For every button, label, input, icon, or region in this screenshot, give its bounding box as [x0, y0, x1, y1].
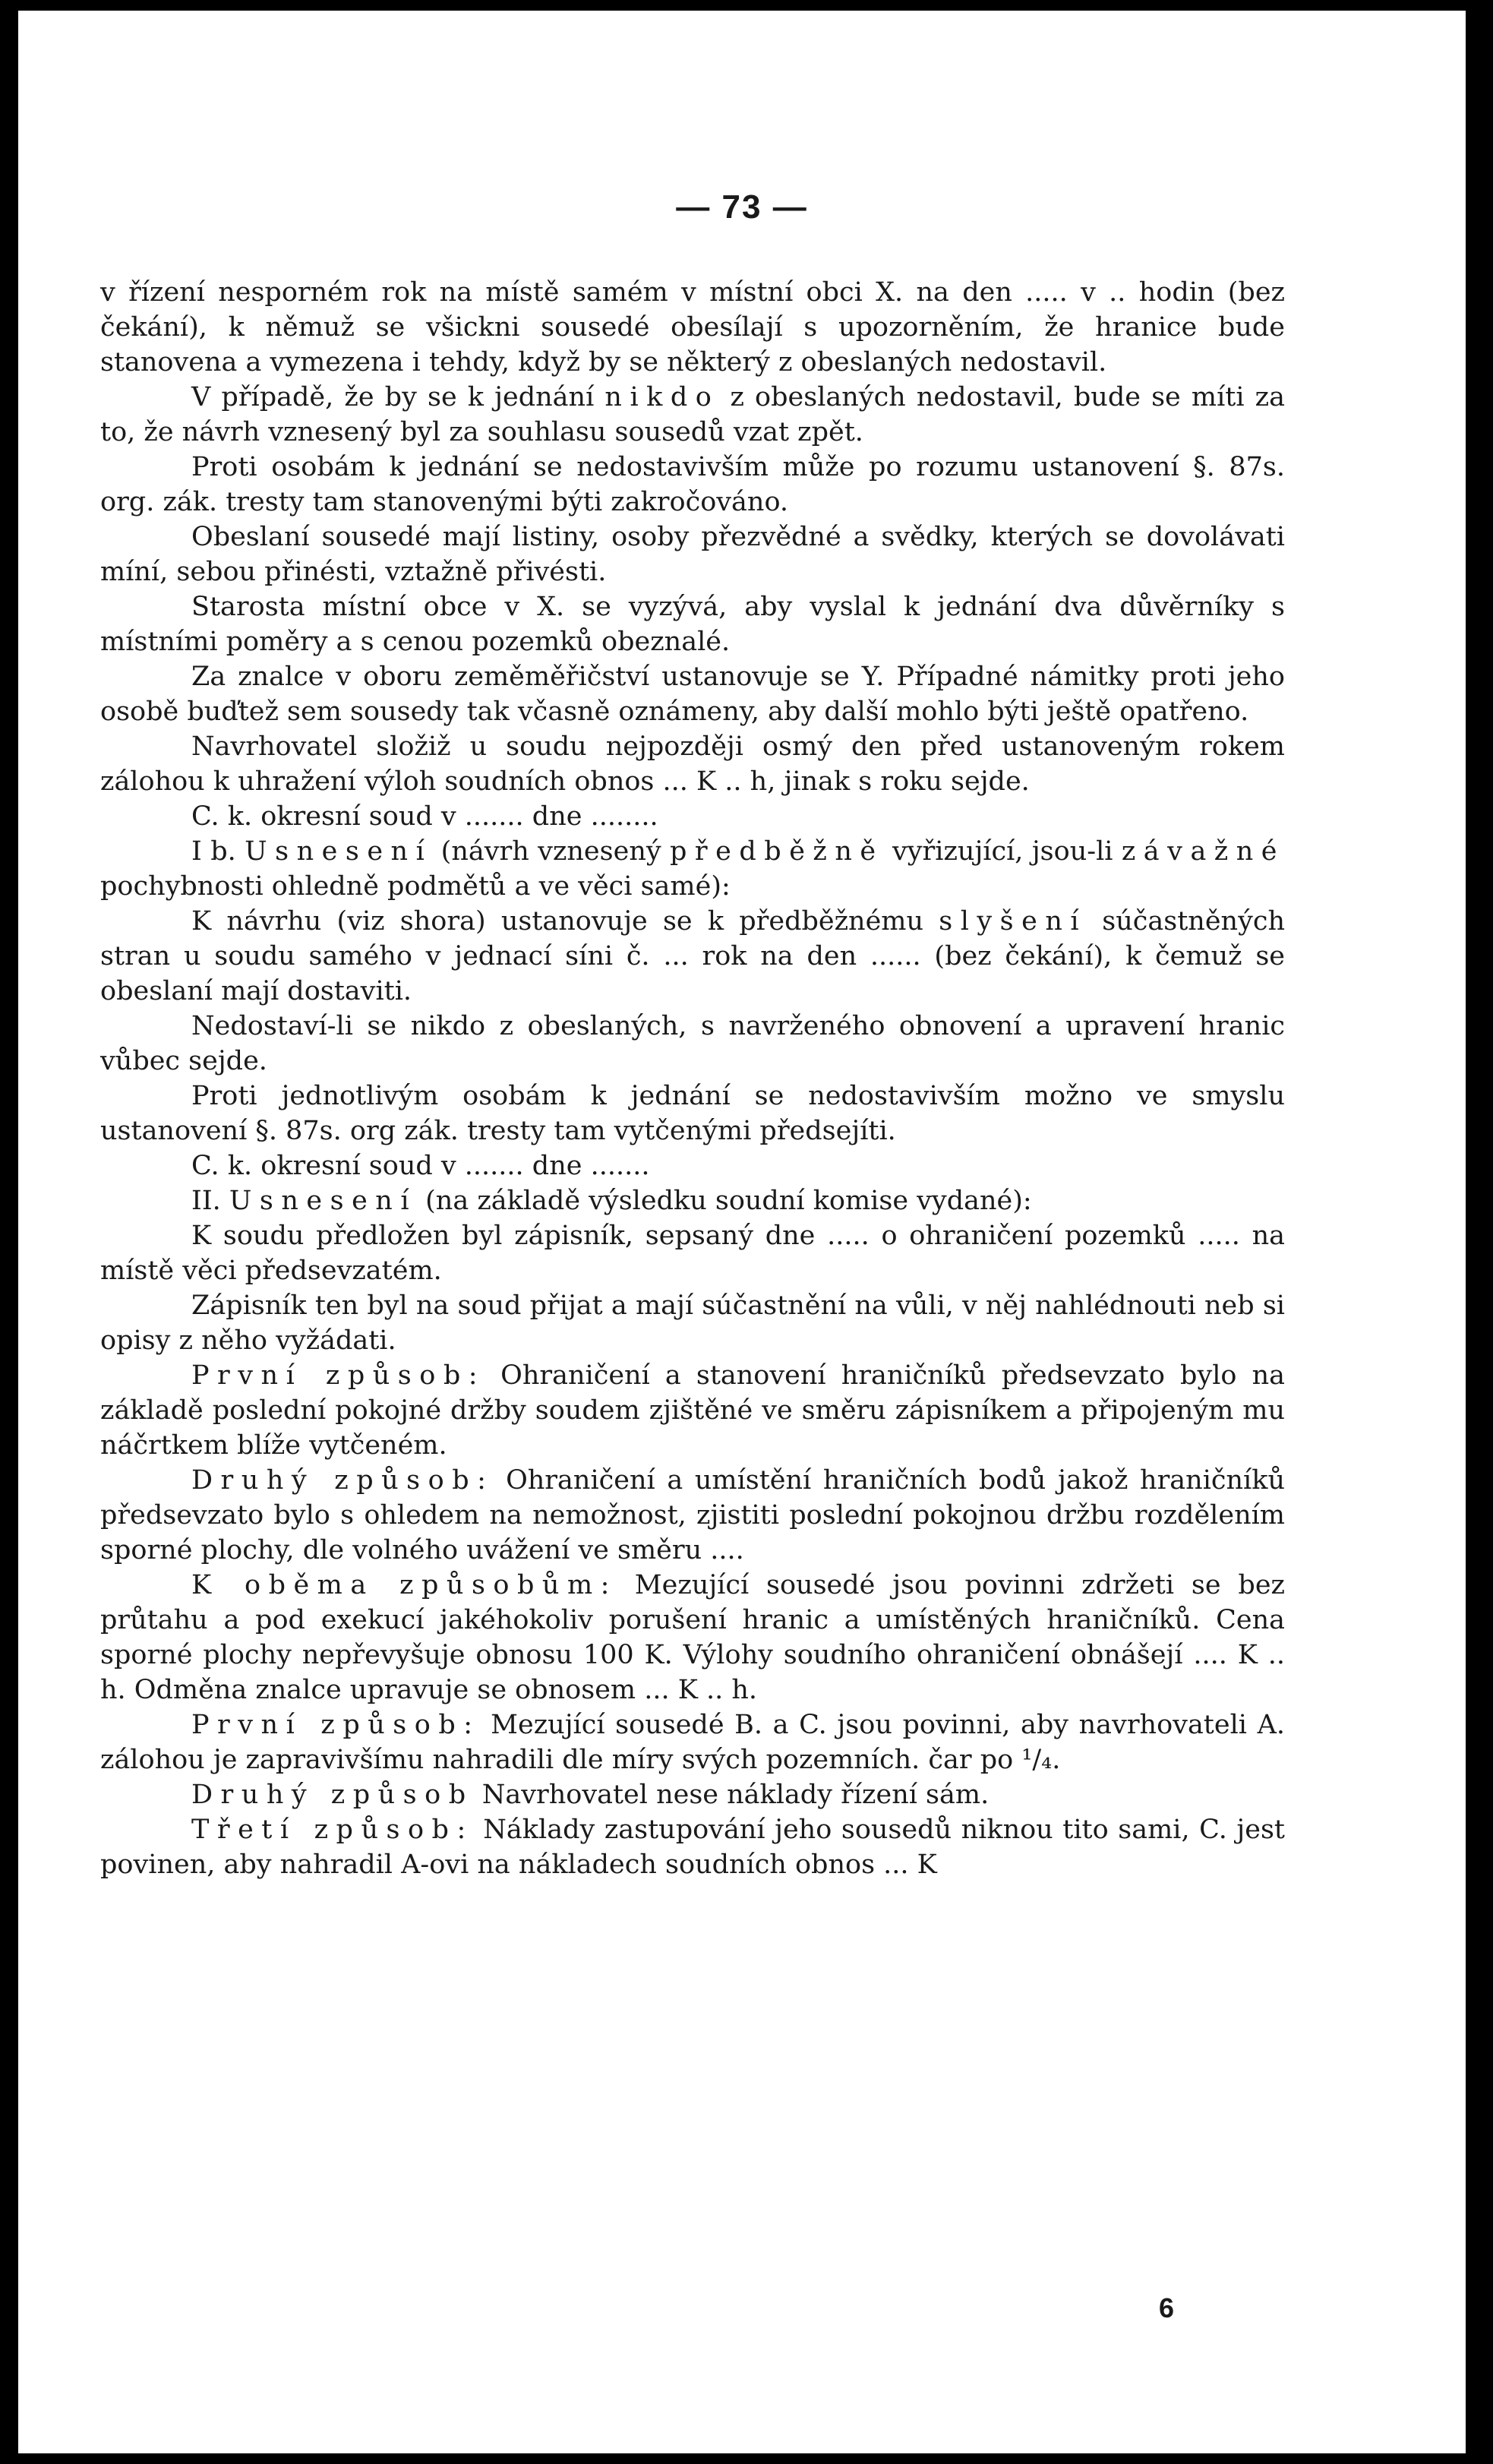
paragraph-p22: [100, 1812, 1285, 1882]
paragraph-p3: [100, 450, 1285, 520]
paragraph-p7: [100, 729, 1285, 799]
paragraph-p1: [100, 275, 1285, 380]
text-run: C. k. okresní soud v ....... dne .......: [191, 1151, 650, 1181]
text-run: Nedostaví-li se nikdo z obeslaných, s navrženého obnovení a upravení hranic vůbec sejde.: [100, 1011, 1285, 1076]
signature-mark: 6: [1159, 2292, 1175, 2323]
text-run: Zápisník ten byl na soud přijat a mají súčastnění na vůli, v něj nahlédnouti neb si opisy z něho vyžádati.: [100, 1290, 1285, 1356]
paragraph-p15: [100, 1218, 1285, 1288]
text-run: Náklady zastupování jeho sousedů niknou tito sami, C. jest povinen, aby nahradil A-ovi na nákladech soudních obnos ... K: [100, 1815, 1285, 1880]
spaced-emphasis: Třetí způsob:: [191, 1815, 474, 1845]
spaced-emphasis: K oběma způsobům:: [191, 1570, 617, 1600]
spaced-emphasis: První způsob:: [191, 1710, 481, 1740]
text-run: súčastněných stran u soudu samého v jednací síni č. ... rok na den ...... (bez čekání), k čemuž se obeslaní mají dostaviti.: [100, 906, 1286, 1006]
text-run: K návrhu (viz shora) ustanovuje se k předběžnému: [191, 906, 939, 937]
spaced-emphasis: První způsob:: [191, 1360, 486, 1391]
text-run: I b.: [191, 836, 245, 867]
spaced-emphasis: Druhý způsob: [191, 1780, 474, 1810]
paragraph-p4: [100, 520, 1285, 589]
text-run: Proti jednotlivým osobám k jednání se nedostavivším možno ve smyslu ustanovení §. 87s. org zák. tresty tam vytčenými předsejíti.: [100, 1081, 1285, 1146]
text-run: (návrh vznesený: [432, 836, 671, 867]
text-run: Navrhovatel nese náklady řízení sám.: [473, 1780, 990, 1810]
text-run: z obeslaných nedostavil, bude se míti za to, že návrh vznesený byl za souhlasu sousedů vzat zpět.: [100, 382, 1285, 447]
paragraph-p18: [100, 1463, 1285, 1568]
spaced-emphasis: závažné: [1121, 836, 1285, 867]
paragraph-p14: [100, 1183, 1285, 1218]
paragraph-p21: [100, 1777, 1285, 1812]
paragraph-p17: [100, 1358, 1285, 1463]
book-page: [18, 11, 1466, 2453]
paragraph-p6: [100, 659, 1285, 729]
text-run: Navrhovatel složiž u soudu nejpozději osmý den před ustanoveným rokem zálohou k uhražení výloh soudních obnos ... K .. h, jinak s roku sejde.: [100, 731, 1285, 797]
spaced-emphasis: předběžně: [670, 836, 884, 867]
text-run: Ohraničení a umístění hraničních bodů jakož hraničníků předsevzato bylo s ohledem na nemožnost, zjistiti poslední pokojnou držbu rozdělením sporné plochy, dle volného uvážení ve směru ....: [100, 1465, 1285, 1565]
text-run: pochybnosti ohledně podmětů a ve věci samé):: [100, 871, 731, 902]
text-run: Obeslaní sousedé mají listiny, osoby přezvědné a svědky, kterých se dovolávati míní, sebou přinésti, vztažně přivésti.: [100, 522, 1285, 587]
text-run: vyřizující, jsou-li: [883, 836, 1122, 867]
paragraph-p8: [100, 799, 1285, 834]
spaced-emphasis: Usnesení: [229, 1186, 418, 1216]
text-run: Za znalce v oboru zeměměřičství ustanovuje se Y. Případné námitky proti jeho osobě buďtež sem sousedy tak včasně oznámeny, aby další mohlo býti ještě opatřeno.: [100, 662, 1285, 727]
text-run: II.: [191, 1186, 229, 1216]
paragraph-p9: [100, 834, 1285, 904]
text-run: K soudu předložen byl zápisník, sepsaný dne ..... o ohraničení pozemků ..... na místě věci předsevzatém.: [100, 1221, 1285, 1286]
text-run: Starosta místní obce v X. se vyzývá, aby vyslal k jednání dva důvěrníky s místními poměry a s cenou pozemků obeznalé.: [100, 592, 1285, 657]
body-text: [100, 275, 1285, 1882]
spaced-emphasis: Usnesení: [245, 836, 433, 867]
spaced-emphasis: nikdo: [604, 382, 720, 412]
text-run: Mezující sousedé B. a C. jsou povinni, aby navrhovateli A. zálohou je zapravivšímu nahradili dle míry svých pozemních. čar po ¹/₄.: [100, 1710, 1286, 1775]
text-run: C. k. okresní soud v ....... dne ........: [191, 801, 658, 832]
paragraph-p11: [100, 1009, 1285, 1079]
page-number: — 73 —: [676, 188, 808, 226]
paragraph-p10: [100, 904, 1285, 1009]
text-run: (na základě výsledku soudní komise vydané):: [417, 1186, 1032, 1216]
text-run: V případě, že by se k jednání: [191, 382, 605, 412]
text-run: v řízení nesporném rok na místě samém v místní obci X. na den ..... v .. hodin (bez čekání), k němuž se všickni sousedé obesílají s upozorněním, že hranice bude stanovena a vymezena i tehdy, když by se některý z obeslaných nedostavil.: [100, 277, 1285, 377]
paragraph-p5: [100, 589, 1285, 659]
paragraph-p2: [100, 380, 1285, 450]
text-run: Proti osobám k jednání se nedostavivším může po rozumu ustanovení §. 87s. org. zák. tresty tam stanovenými býti zakročováno.: [100, 452, 1285, 517]
paragraph-p13: [100, 1148, 1285, 1183]
spaced-emphasis: slyšení: [939, 906, 1087, 937]
paragraph-p19: [100, 1568, 1285, 1707]
text-run: Ohraničení a stanovení hraničníků předsevzato bylo na základě poslední pokojné držby soudem zjištěné ve směru zápisníkem a připojeným mu náčrtkem blíže vytčeném.: [100, 1360, 1285, 1461]
paragraph-p20: [100, 1707, 1285, 1777]
spaced-emphasis: Druhý způsob:: [191, 1465, 494, 1496]
paragraph-p16: [100, 1288, 1285, 1358]
paragraph-p12: [100, 1079, 1285, 1148]
text-run: Mezující sousedé jsou povinni zdržeti se bez průtahu a pod exekucí jakéhokoliv porušení hranic a umístěných hraničníků. Cena sporné plochy nepřevyšuje obnosu 100 K. Výlohy soudního ohraničení obnášejí .... K .. h. Odměna znalce upravuje se obnosem ... K .. h.: [100, 1570, 1285, 1705]
